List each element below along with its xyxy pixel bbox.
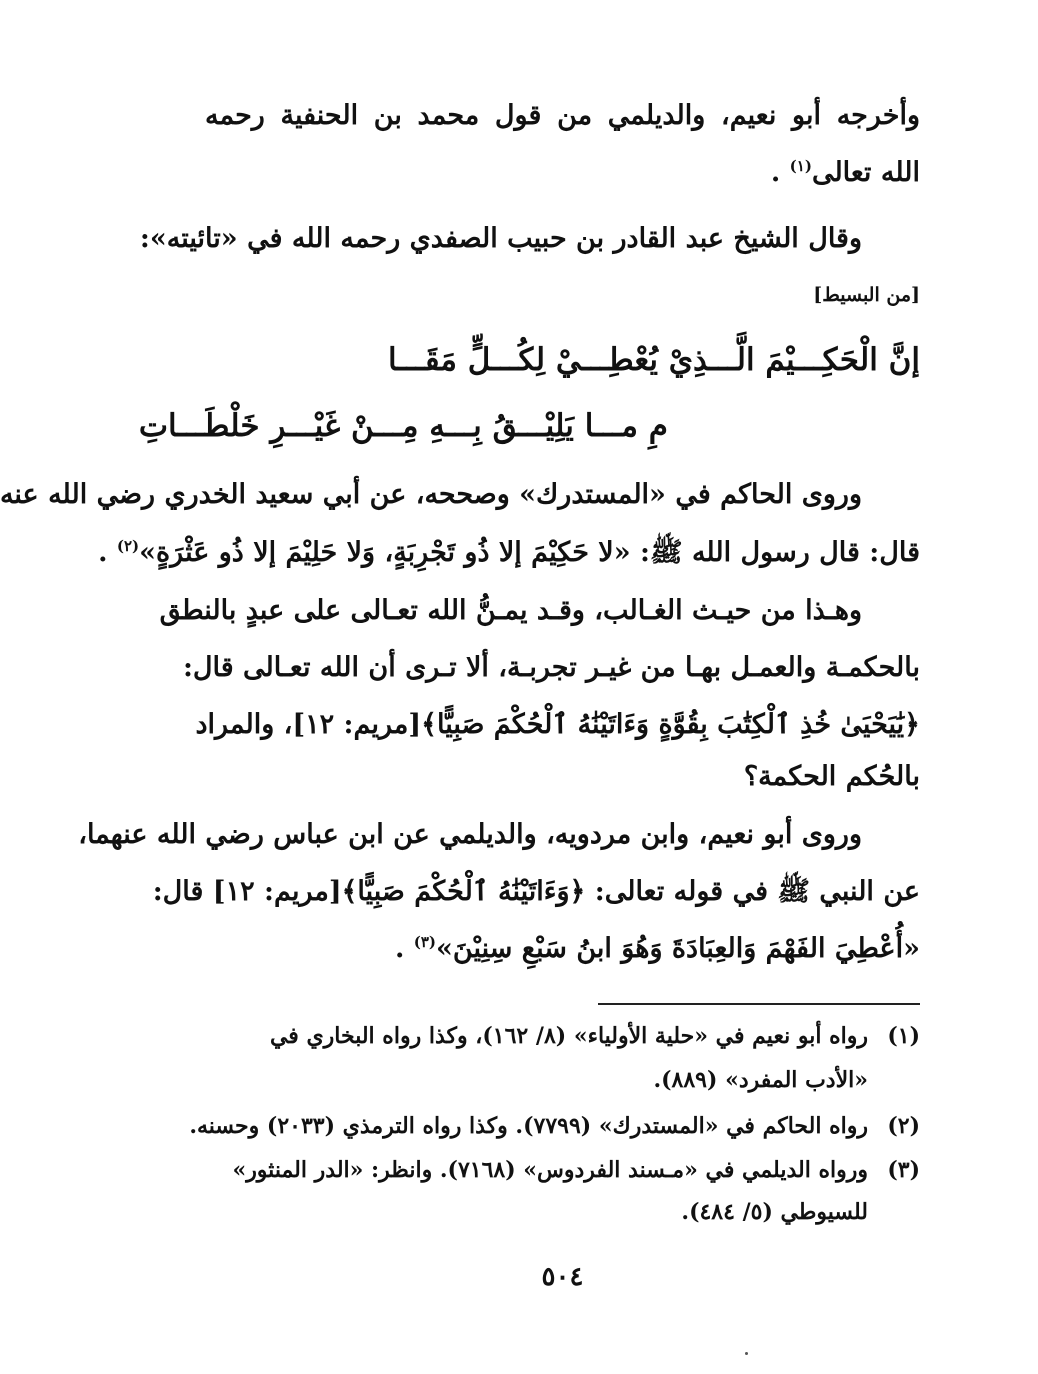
body-line-13 [78,815,920,855]
footnote-number: (٣) [887,1157,920,1183]
body-line-7 [0,475,920,515]
footnote-ref-2[interactable]: (٢) [116,537,140,555]
verse-text: مِ مـــا يَلِيْـــقُ بِـــهِ مِـــنْ غَيْـــرِ خَلْطَـــاتِ [138,408,668,444]
verse-hemistich-2 [138,402,668,450]
quran-verse-text: ﴿يَٰيَحْيَىٰ خُذِ ٱلْكِتَٰبَ بِقُوَّةٍ وَءَاتَيْنَٰهُ ٱلْحُكْمَ صَبِيًّا﴾[مريم: ١٢]، والمراد [195,709,920,740]
body-line-14 [152,872,920,912]
body-line-10 [182,648,920,688]
full-stop: . [770,157,781,188]
body-text: وهـذا من حيـث الغـالب، وقـد يمـنُّ الله تعـالى على عبدٍ بالنطق [159,595,862,626]
body-line-8 [98,533,920,573]
body-text: الله تعالى [811,157,920,188]
verse-hemistich-1 [388,336,920,384]
body-line-12 [205,757,920,797]
body-text: بالحُكم الحكمة؟ [743,761,920,792]
full-stop: . [98,537,108,568]
hadith-text: «أُعْطِيَ الفَهْمَ وَالعِبَادَةَ وَهُوَ ابنُ سَبْعِ سِنِيْنَ» [436,933,920,964]
footnote-ref-1[interactable]: (١) [789,157,812,175]
body-line-3 [139,219,920,259]
footnote-ref-3[interactable]: (٣) [413,933,437,951]
meter-text: [من البسيط] [813,284,920,306]
footnote-1 [205,1020,920,1052]
footnote-text: ورواه الديلمي في «مـسند الفردوس» (٧١٦٨). وانظر: «الدر المنثور» [232,1157,868,1183]
body-text: وروى الحاكم في «المستدرك» وصححه، عن أبي سعيد الخدري رضي الله عنه [0,479,862,510]
hadith-text: قال: قال رسول الله ﷺ: «لا حَكِيْمَ إلا ذُو تَجْرِبَةٍ، وَلا حَلِيْمَ إلا ذُو عَثْرَةٍ» [139,537,920,568]
footnote-1-cont [205,1064,920,1096]
footnote-number: (١) [887,1023,920,1049]
body-text: عن النبي ﷺ في قوله تعالى: ﴿وَءَاتَيْنَٰهُ ٱلْحُكْمَ صَبِيًّا﴾[مريم: ١٢] قال: [152,876,920,907]
footnote-2 [189,1110,920,1142]
body-line-2 [205,153,920,193]
page-number: ٥٠٤ [541,1262,584,1292]
footnote-text: رواه أبو نعيم في «حلية الأولياء» (٨/ ١٦٢)، وكذا رواه البخاري في [269,1023,868,1049]
body-text: وروى أبو نعيم، وابن مردويه، والديلمي عن ابن عباس رضي الله عنهما، [78,819,862,850]
body-line-15 [205,929,920,969]
full-stop: . [394,933,405,964]
footnote-number: (٢) [887,1113,920,1139]
footnote-text: «الأدب المفرد» (٨٨٩). [653,1067,868,1093]
body-text: وأخرجه أبو نعيم، والديلمي من قول محمد بن الحنفية رحمه [205,100,920,131]
body-line-9 [159,591,920,631]
scan-speck [745,1352,748,1355]
verse-text: إنَّ الْحَكِـــيْمَ الَّـــذِيْ يُعْطِـــيْ لِكُـــلٍّ مَقَـــا [388,342,920,378]
body-text: بالحكمـة والعمـل بهـا من غيـر تجربـة، ألا تـرى أن الله تعـالى قال: [182,652,920,683]
footnote-divider [598,1003,920,1005]
footnote-3-cont [205,1196,920,1228]
meter-label [205,280,920,310]
footnote-text: للسيوطي (٥/ ٤٨٤). [681,1199,868,1225]
footnote-text: رواه الحاكم في «المستدرك» (٧٧٩٩). وكذا رواه الترمذي (٢٠٣٣) وحسنه. [189,1113,868,1139]
body-text: وقال الشيخ عبد القادر بن حبيب الصفدي رحمه الله في «تائيته»: [139,223,862,254]
body-line-11 [195,705,920,745]
body-line-1 [205,96,920,136]
footnote-3 [205,1154,920,1186]
